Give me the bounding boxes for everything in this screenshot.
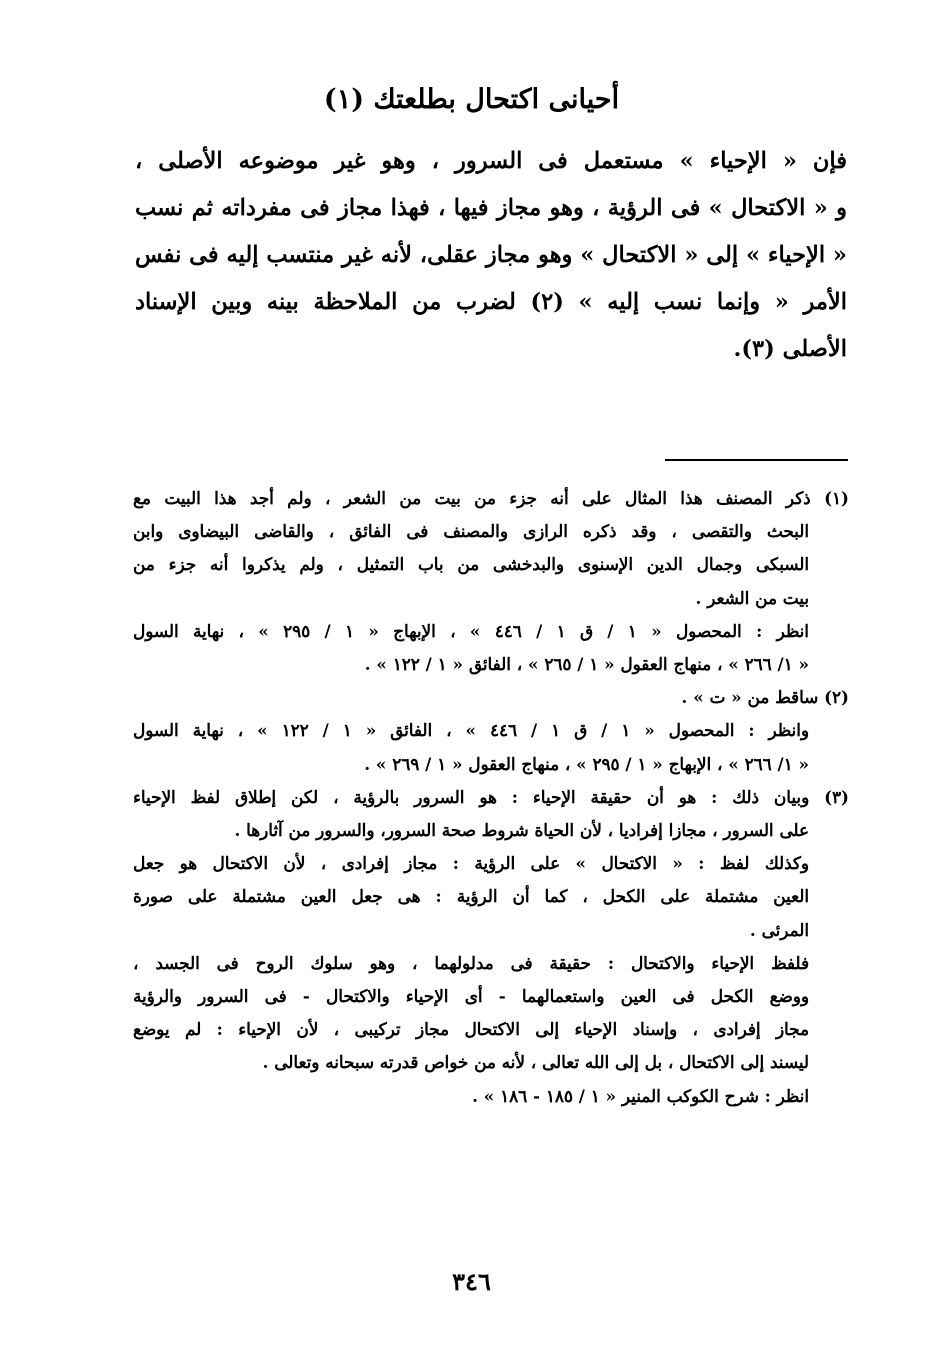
footnote-3-line: العين مشتملة على الكحل ، كما أن الرؤية : هى جعل العين مشتملة على صورة <box>133 886 809 907</box>
footnote-1-reference: انظر : المحصول « ١ / ق ١ / ٤٤٦ » ، الإبهاج « ١ / ٢٩٥ » ، نهاية السول <box>133 620 809 641</box>
main-line: الأمر « وإنما نسب إليه » (٢) لضرب من الملاحظة بينه وبين الإسناد <box>135 289 848 315</box>
footnote-3-reference: انظر : شرح الكوكب المنير « ١ / ١٨٥ - ١٨٦ » . <box>472 1085 809 1106</box>
verse-heading: أحيانى اكتحال بطلعتك (١) <box>323 84 620 115</box>
footnote-1-reference: « ١/ ٢٦٦ » ، منهاج العقول « ١ / ٢٦٥ » ، الفائق « ١ / ١٢٢ » . <box>364 654 809 675</box>
footnote-1-line: السبكى وجمال الدين الإسنوى والبدخشى من باب التمثيل ، ولم يذكروا أنه جزء من <box>133 554 809 575</box>
footnote-3-line: ووضع الكحل فى العين واستعمالهما - أى الإحياء والاكتحال - فى السرور والرؤية <box>133 986 809 1007</box>
footnote-1-line: (١) ذكر المصنف هذا المثال على أنه جزء من بيت من الشعر ، ولم أجد هذا البيت مع <box>133 488 849 508</box>
main-line: « الإحياء » إلى « الاكتحال » وهو مجاز عقلى، لأنه غير منتسب إليه فى نفس <box>135 242 847 268</box>
page-number: ٣٤٦ <box>452 1267 491 1296</box>
main-paragraph <box>135 138 847 373</box>
footnote-3-line: مجاز إفرادى ، وإسناد الإحياء إلى الاكتحال مجاز تركيبى ، لأن الإحياء : لم يوضع <box>133 1019 809 1040</box>
footnotes <box>133 482 849 1113</box>
footnote-2-reference: وانظر : المحصول « ١ / ق ١ / ٤٤٦ » ، الفائق « ١ / ١٢٢ » ، نهاية السول <box>133 720 809 741</box>
footnote-1-line: البحث والتقصى ، وقد ذكره الرازى والمصنف فى الفائق ، والقاضى البيضاوى وابن <box>133 521 809 542</box>
main-line: فإن « الإحياء » مستعمل فى السرور ، وهو غير موضوعه الأصلى ، <box>135 148 847 174</box>
footnote-3-line: المرئى . <box>749 919 809 940</box>
footnote-3-line: (٣) وبيان ذلك : هو أن حقيقة الإحياء : هو السرور بالرؤية ، لكن إطلاق لفظ الإحياء <box>133 786 849 807</box>
main-line: الأصلى (٣). <box>733 336 847 362</box>
main-line: و « الاكتحال » فى الرؤية ، وهو مجاز فيها ، فهذا مجاز فى مفرداته ثم نسب <box>135 195 847 221</box>
footnote-2-line: (٢) ساقط من « ت » . <box>681 687 849 708</box>
footnote-3-line: فلفظ الإحياء والاكتحال : حقيقة فى مدلولهما ، وهو سلوك الروح فى الجسد ، <box>133 952 809 973</box>
footnote-3-line: ليسند إلى الاكتحال ، بل إلى الله تعالى ، لأنه من خواص قدرته سبحانه وتعالى . <box>262 1052 809 1073</box>
footnote-separator <box>665 459 848 461</box>
footnote-1-line: بيت من الشعر . <box>695 587 809 608</box>
footnote-3-line: على السرور ، مجازا إفراديا ، لأن الحياة شروط صحة السرور، والسرور من آثارها . <box>234 820 809 841</box>
footnote-2-reference: « ١/ ٢٦٦ » ، الإبهاج « ١ / ٢٩٥ » ، منهاج العقول « ١ / ٢٦٩ » . <box>364 753 809 774</box>
footnote-3-line: وكذلك لفظ : « الاكتحال » على الرؤية : مجاز إفرادى ، لأن الاكتحال هو جعل <box>133 853 809 874</box>
